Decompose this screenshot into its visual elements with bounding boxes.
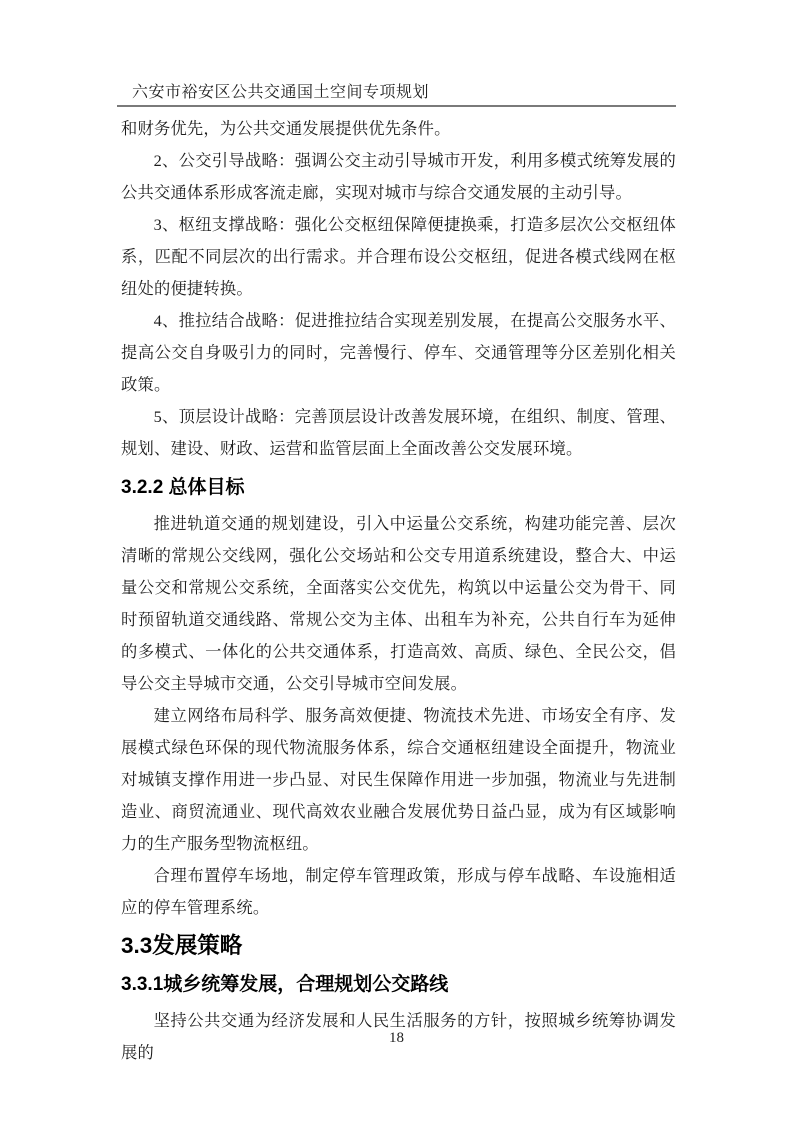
page-header [117, 83, 676, 107]
paragraph-strategy-3: 3、枢纽支撑战略：强化公交枢纽保障便捷换乘，打造多层次公交枢纽体系，匹配不同层次的出行需求。并合理布设公交枢纽，促进各模式线网在枢纽处的便捷转换。 [121, 215, 676, 298]
document-body [121, 113, 676, 1069]
paragraph-continuation: 和财务优先，为公共交通发展提供优先条件。 [121, 119, 451, 138]
page-number: 18 [389, 1030, 404, 1046]
header-title: 六安市裕安区公共交通国土空间专项规划 [132, 84, 430, 101]
page-footer [0, 1028, 793, 1048]
paragraph-overall-goal-transit: 推进轨道交通的规划建设，引入中运量公交系统，构建功能完善、层次清晰的常规公交线网，强化公交场站和公交专用道系统建设，整合大、中运量公交和常规公交系统，全面落实公交优先，构筑以中运量公交为骨干、同时预留轨道交通线路、常规公交为主体、出租车为补充，公共自行车为延伸的多模式、一体化的公共交通体系，打造高效、高质、绿色、全民公交，倡导公交主导城市交通，公交引导城市空间发展。 [121, 514, 676, 693]
paragraph-strategy-4: 4、推拉结合战略：促进推拉结合实现差别发展，在提高公交服务水平、提高公交自身吸引力的同时，完善慢行、停车、交通管理等分区差别化相关政策。 [121, 311, 676, 394]
paragraph-urban-rural: 坚持公共交通为经济发展和人民生活服务的方针，按照城乡统筹协调发展的 [121, 1011, 676, 1062]
section-heading-3-3-1: 3.3.1城乡统筹发展，合理规划公交路线 [121, 974, 449, 995]
paragraph-overall-goal-parking: 合理布置停车场地，制定停车管理政策，形成与停车战略、车设施相适应的停车管理系统。 [121, 866, 676, 917]
section-heading-3-3: 3.3发展策略 [121, 933, 243, 958]
section-heading-3-2-2: 3.2.2 总体目标 [121, 477, 245, 498]
paragraph-strategy-2: 2、公交引导战略：强调公交主动引导城市开发，利用多模式统筹发展的公共交通体系形成客流走廊，实现对城市与综合交通发展的主动引导。 [121, 151, 676, 202]
paragraph-strategy-5: 5、顶层设计战略：完善顶层设计改善发展环境，在组织、制度、管理、规划、建设、财政、运营和监管层面上全面改善公交发展环境。 [121, 407, 676, 458]
paragraph-overall-goal-logistics: 建立网络布局科学、服务高效便捷、物流技术先进、市场安全有序、发展模式绿色环保的现代物流服务体系，综合交通枢纽建设全面提升，物流业对城镇支撑作用进一步凸显、对民生保障作用进一步加强，物流业与先进制造业、商贸流通业、现代高效农业融合发展优势日益凸显，成为有区域影响力的生产服务型物流枢纽。 [121, 706, 676, 853]
